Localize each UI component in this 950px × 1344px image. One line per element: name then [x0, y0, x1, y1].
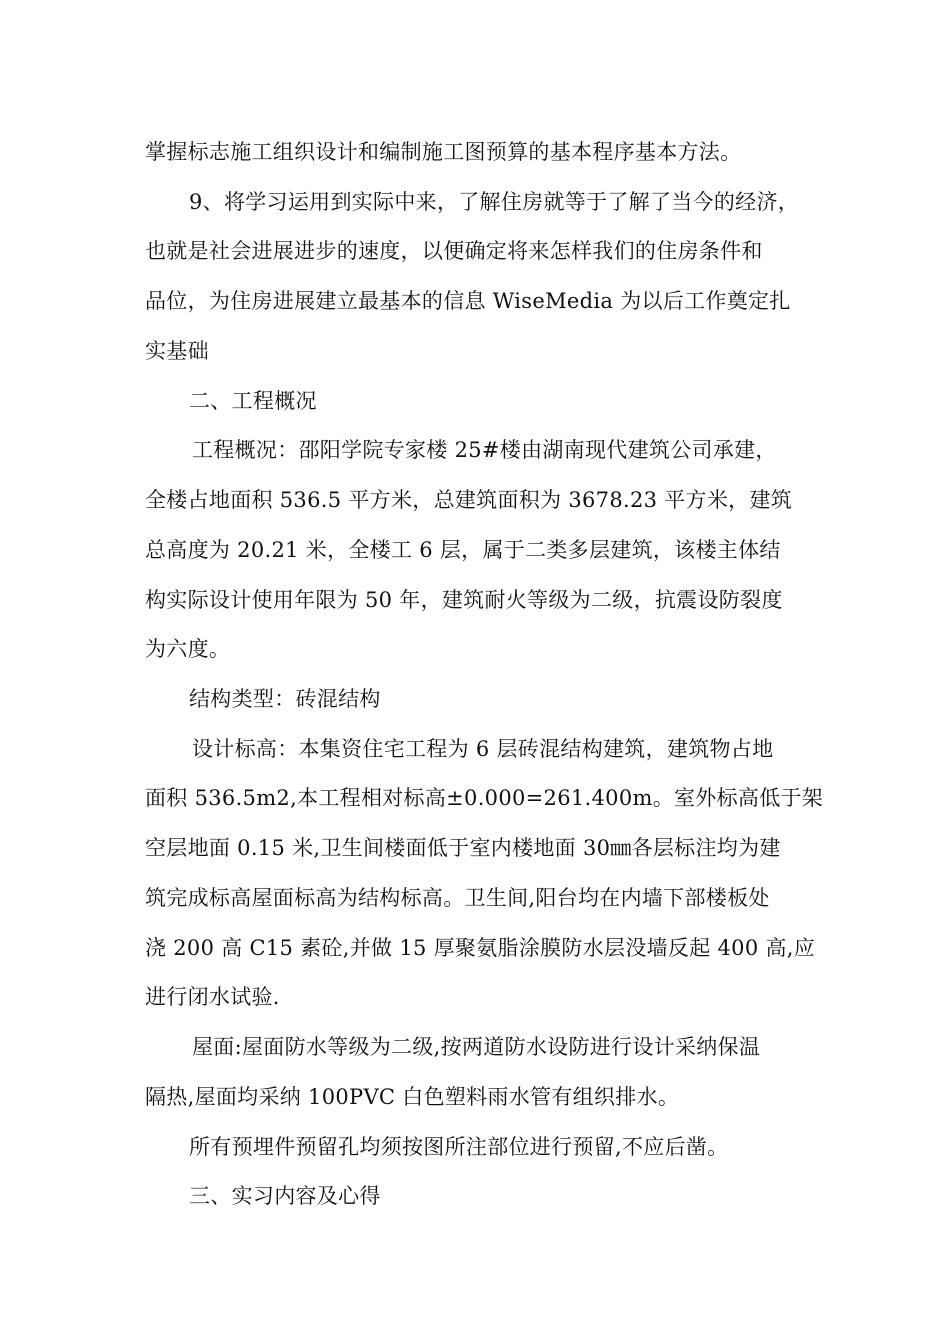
text-line-4: 品位，为住房进展建立最基本的信息 WiseMedia 为以后工作奠定扎 — [145, 289, 791, 313]
text-line-5: 实基础 — [145, 339, 209, 363]
text-line-18: 进行闭水试验. — [145, 985, 280, 1009]
text-line-3: 也就是社会进展进步的速度，以便确定将来怎样我们的住房条件和 — [145, 239, 763, 263]
section-heading-2: 二、工程概况 — [189, 389, 317, 413]
text-line-2: 9、将学习运用到实际中来，了解住房就等于了解了当今的经济， — [189, 190, 800, 214]
text-line-1: 掌握标志施工组织设计和编制施工图预算的基本程序基本方法。 — [145, 140, 742, 164]
text-line-16: 筑完成标高屋面标高为结构标高。卫生间,阳台均在内墙下部楼板处 — [145, 886, 770, 910]
text-line-19: 屋面:屋面防水等级为二级,按两道防水设防进行设计采纳保温 — [192, 1035, 761, 1059]
section-heading-3: 三、实习内容及心得 — [189, 1184, 381, 1208]
text-line-17: 浇 200 高 C15 素砼,并做 15 厚聚氨脂涂膜防水层没墙反起 400 高,应 — [145, 936, 816, 960]
text-line-7: 工程概况：邵阳学院专家楼 25#楼由湖南现代建筑公司承建， — [192, 438, 777, 462]
text-line-14: 面积 536.5m2,本工程相对标高±0.000=261.400m。室外标高低于架 — [145, 786, 824, 810]
text-line-11: 为六度。 — [145, 637, 231, 661]
text-line-20: 隔热,屋面均采纳 100PVC 白色塑料雨水管有组织排水。 — [145, 1085, 680, 1109]
text-line-9: 总高度为 20.21 米，全楼工 6 层，属于二类多层建筑，该楼主体结 — [145, 538, 781, 562]
text-line-15: 空层地面 0.15 米,卫生间楼面低于室内楼地面 30㎜各层标注均为建 — [145, 836, 781, 860]
text-line-12: 结构类型：砖混结构 — [189, 687, 381, 711]
text-line-21: 所有预埋件预留孔均须按图所注部位进行预留,不应后凿。 — [189, 1135, 729, 1159]
text-line-8: 全楼占地面积 536.5 平方米，总建筑面积为 3678.23 平方米，建筑 — [145, 488, 793, 512]
text-line-10: 构实际设计使用年限为 50 年，建筑耐火等级为二级，抗震设防裂度 — [145, 588, 783, 612]
text-line-13: 设计标高：本集资住宅工程为 6 层砖混结构建筑，建筑物占地 — [192, 737, 774, 761]
